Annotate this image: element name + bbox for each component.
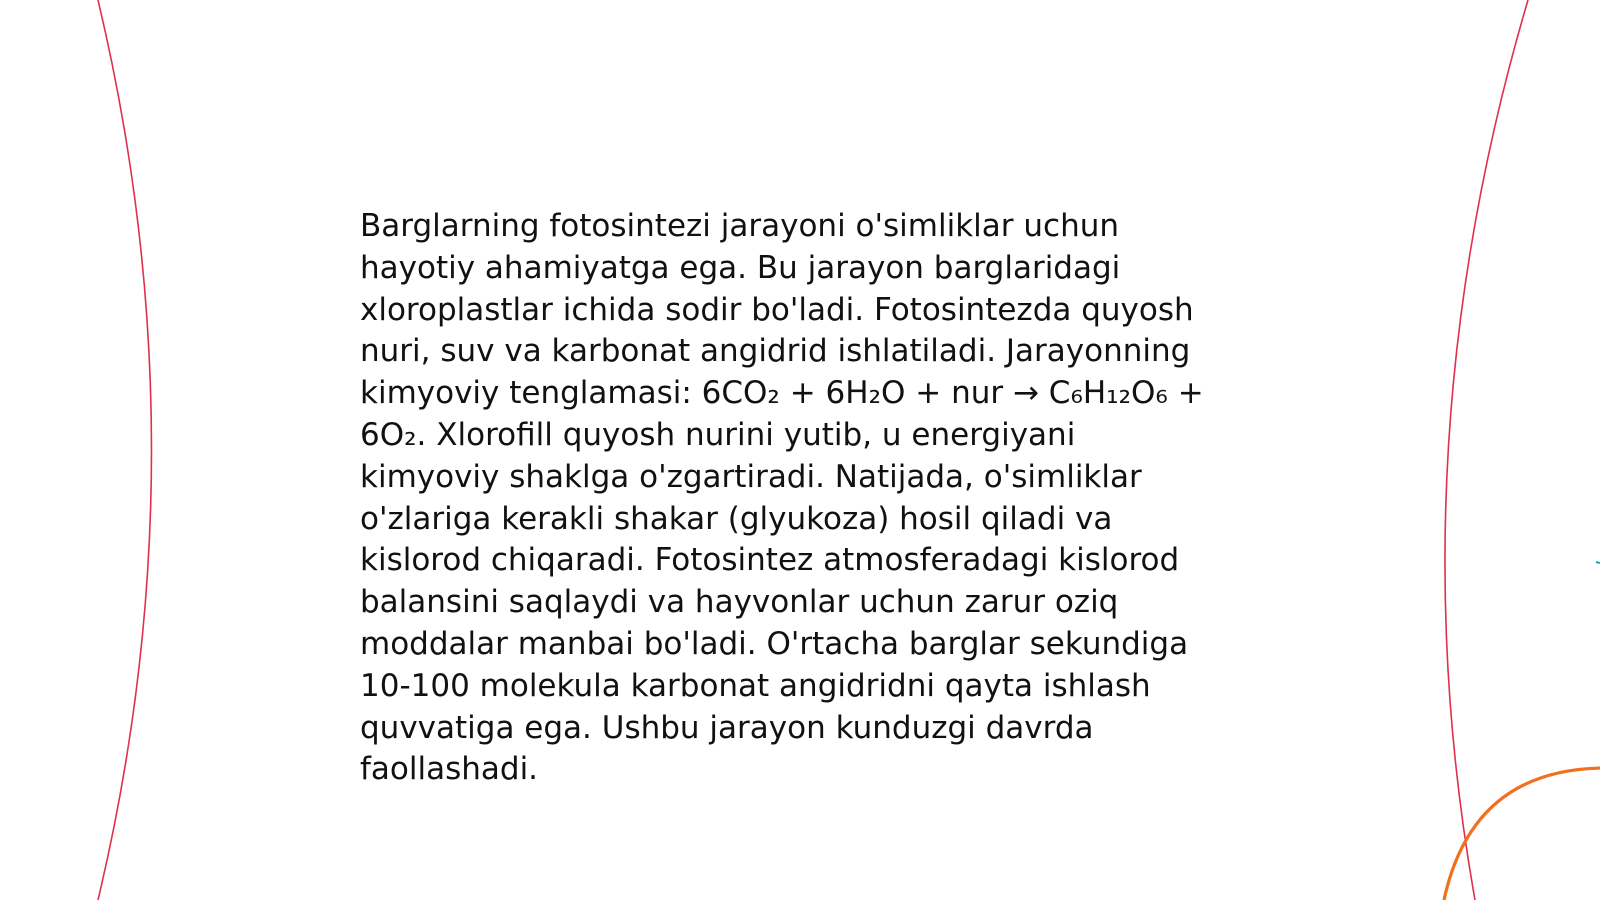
teal-mark [1596, 562, 1600, 563]
body-paragraph: Barglarning fotosintezi jarayoni o'simliklar uchun hayotiy ahamiyatga ega. Bu jarayon barglaridagi xloroplastlar ichida sodir bo'ladi. Fotosintezda quyosh nuri, suv va karbonat angidrid ishlatiladi. Jarayonning kimyoviy tenglamasi: 6CO₂ + 6H₂O + nur → C₆H₁₂O₆ + 6O₂. Xlorofill quyosh nurini yutib, u energiyani kimyoviy shaklga o'zgartiradi. Natijada, o'simliklar o'zlariga kerakli shakar (glyukoza) hosil qiladi va kislorod chiqaradi. Fotosintez atmosferadagi kislorod balansini saqlaydi va hayvonlar uchun zarur oziq moddalar manbai bo'ladi. O'rtacha barglar sekundiga 10-100 molekula karbonat angidridni qayta ishlash quvvatiga ega. Ushbu jarayon kunduzgi davrda faollashadi. [360, 208, 1204, 788]
left-decorative-curve [98, 0, 152, 900]
orange-arc [1444, 768, 1600, 900]
right-decorative-curve [1445, 0, 1528, 900]
